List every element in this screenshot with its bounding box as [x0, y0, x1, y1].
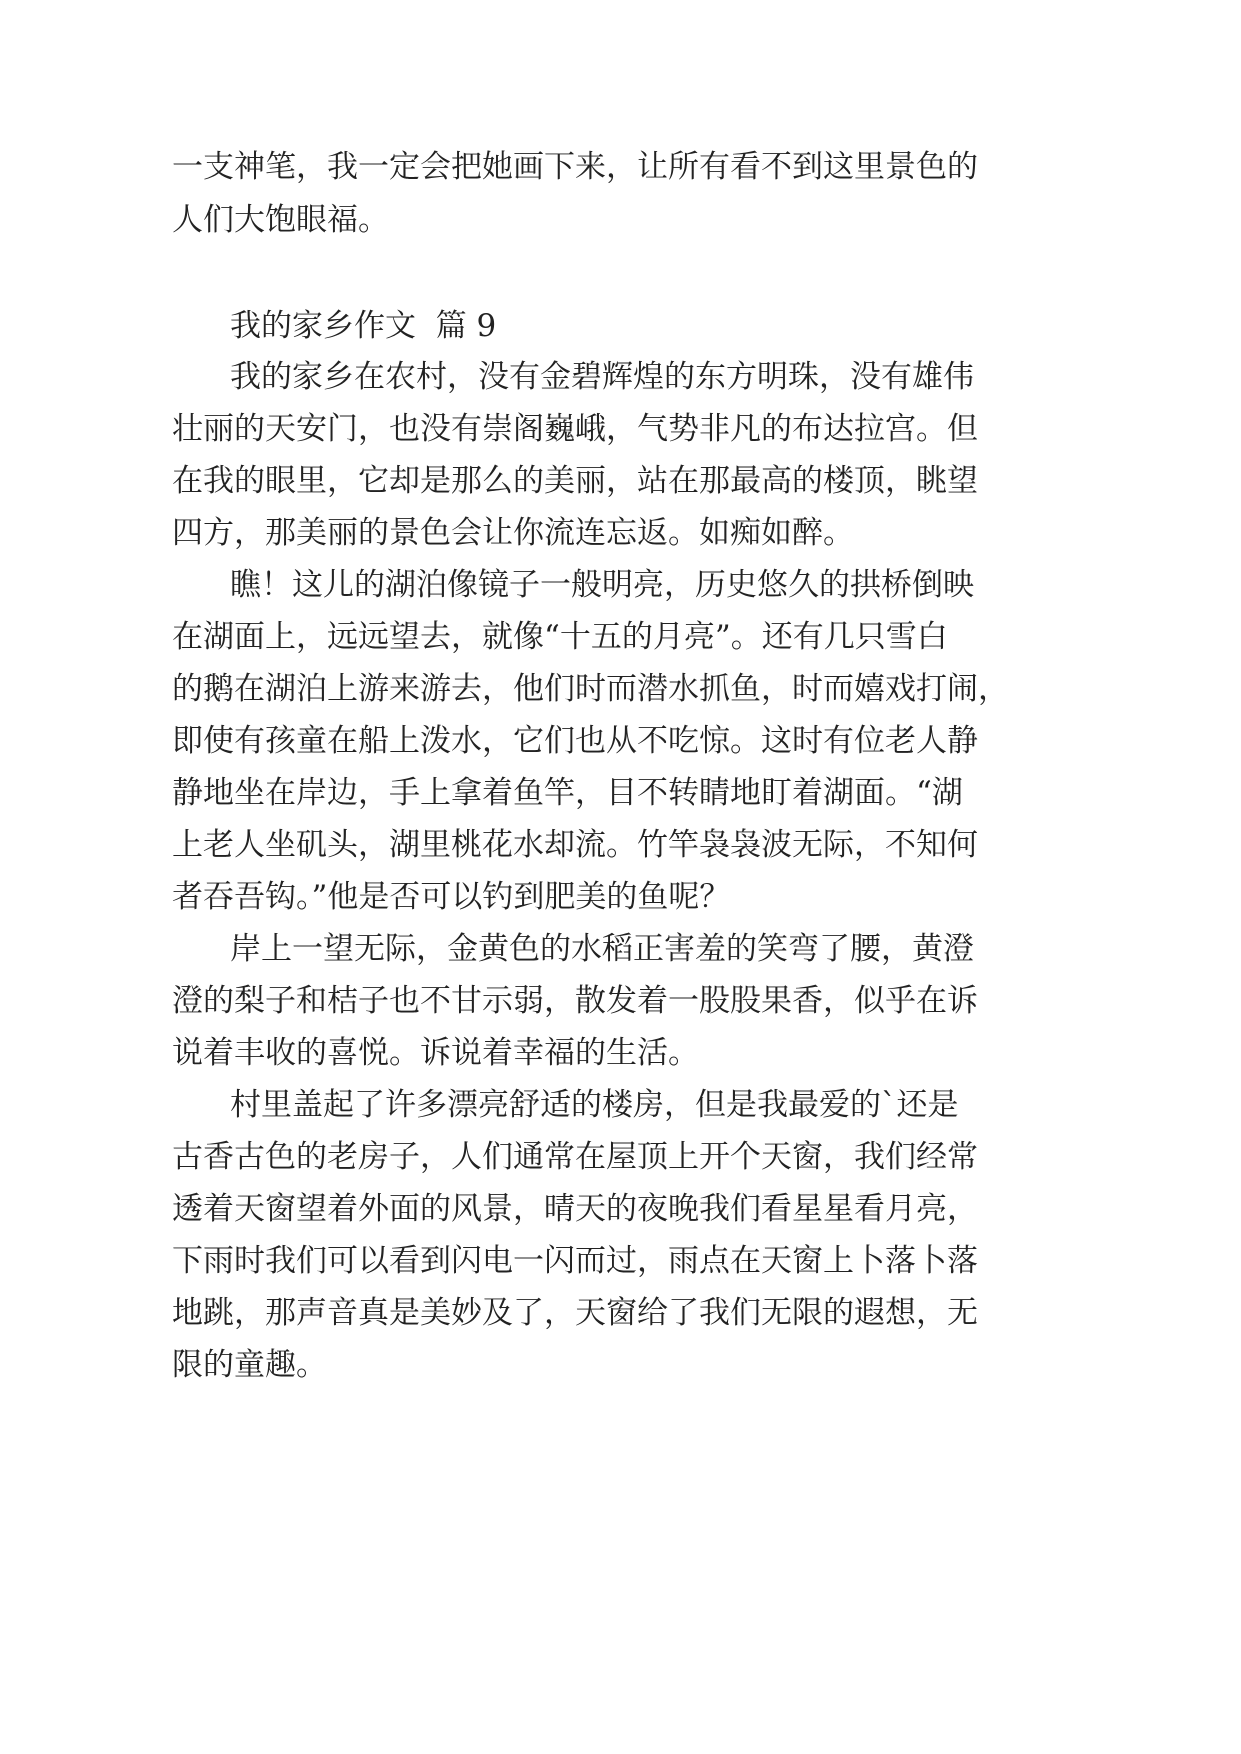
text-line-content: 人们大饱眼福。 [172, 202, 389, 238]
text-line-content: 地 跳 ， 那 声 音 真 是 美 妙 及 了 ， 天 窗 给 了 我 们 无 限 的 遐 想 ， 无 [172, 1295, 978, 1331]
text-line-content: 我 的 家 乡 在 农 村 ， 没 有 金 碧 辉 煌 的 东 方 明 珠 ， 没 有 雄 伟 [230, 359, 974, 395]
text-line-content: 澄 的 梨 子 和 桔 子 也 不 甘 示 弱 ， 散 发 着 一 股 股 果 香 ， 似 乎 在 诉 [172, 983, 978, 1019]
text-line-content: 即 使 有 孩 童 在 船 上 泼 水 ， 它 们 也 从 不 吃 惊 。 这 时 有 位 老 人 静 [172, 723, 978, 759]
text-line-content: 在 我 的 眼 里 ， 它 却 是 那 么 的 美 丽 ， 站 在 那 最 高 的 楼 顶 ， 眺 望 [172, 463, 978, 499]
text-line-content: 说着丰收的喜悦。诉说着幸福的生活。 [172, 1035, 699, 1071]
text-line-content: 下 雨 时 我 们 可 以 看 到 闪 电 一 闪 而 过 ， 雨 点 在 天 窗 上 卜 落 卜 落 [172, 1243, 978, 1279]
text-line-content: 的 鹅 在 湖 泊 上 游 来 游 去 ， 他 们 时 而 潜 水 抓 鱼 ， 时 而 嬉 戏 打 闹 ， [172, 671, 1009, 707]
text-line-content: 在 湖 面 上 ， 远 远 望 去 ， 就 像 “ 十 五 的 月 亮 ” 。 还 有 几 只 雪 白 [172, 619, 948, 655]
text-line-content: 岸 上 一 望 无 际 ， 金 黄 色 的 水 稻 正 害 羞 的 笑 弯 了 腰 ， 黄 澄 [230, 931, 974, 967]
text-line-content: 四方，那美丽的景色会让你流连忘返。如痴如醉。 [172, 515, 854, 551]
section-heading-text: 我的家乡作文 篇 9 [230, 308, 497, 344]
text-line-content: 古 香 古 色 的 老 房 子 ， 人 们 通 常 在 屋 顶 上 开 个 天 窗 ， 我 们 经 常 [172, 1139, 978, 1175]
text-line-content: 一 支 神 笔 ， 我 一 定 会 把 她 画 下 来 ， 让 所 有 看 不 到 这 里 景 色 的 [172, 149, 978, 185]
text-line-content: 壮 丽 的 天 安 门 ， 也 没 有 崇 阁 巍 峨 ， 气 势 非 凡 的 布 达 拉 宫 。 但 [172, 411, 978, 447]
text-line-content: 静 地 坐 在 岸 边 ， 手 上 拿 着 鱼 竿 ， 目 不 转 睛 地 盯 着 湖 面 。 “ 湖 [172, 775, 963, 811]
text-line-content: 限的童趣。 [172, 1347, 327, 1383]
text-line-content: 瞧 ！ 这 儿 的 湖 泊 像 镜 子 一 般 明 亮 ， 历 史 悠 久 的 拱 桥 倒 映 [230, 567, 974, 603]
text-line-content: 上 老 人 坐 矶 头 ， 湖 里 桃 花 水 却 流 。 竹 竿 袅 袅 波 无 际 ， 不 知 何 [172, 827, 978, 863]
text-line-content: 者吞吾钩。”他是否可以钓到肥美的鱼呢？ [172, 879, 731, 915]
text-line-content: 透 着 天 窗 望 着 外 面 的 风 景 ， 晴 天 的 夜 晚 我 们 看 星 星 看 月 亮 ， [172, 1191, 978, 1227]
text-line-content: 村 里 盖 起 了 许 多 漂 亮 舒 适 的 楼 房 ， 但 是 我 最 爱 的 ` 还 是 [230, 1087, 959, 1123]
